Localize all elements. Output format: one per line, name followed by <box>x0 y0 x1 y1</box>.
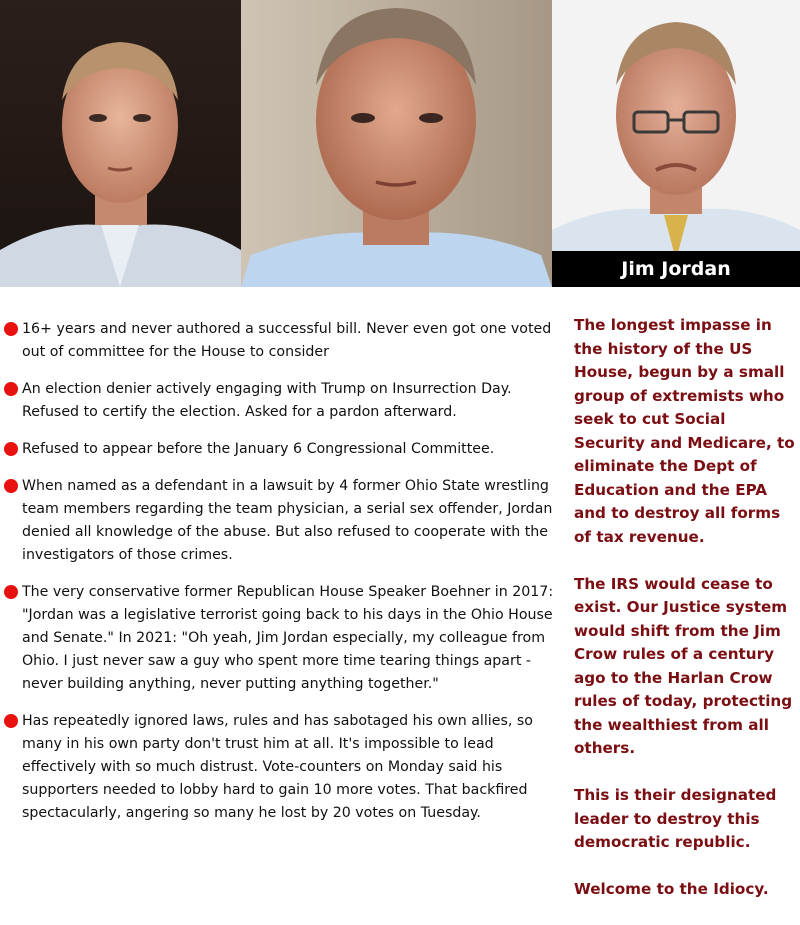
name-caption: Jim Jordan <box>552 251 800 287</box>
red-dot-icon <box>4 714 18 728</box>
photo-row <box>0 0 800 287</box>
list-item <box>4 438 564 461</box>
bullet-text: When named as a defendant in a lawsuit by 4 former Ohio State wrestling team members regarding the team physician, a serial sex offender, Jordan denied all knowledge of the abuse. But also refused to cooperate with the investigators of those crimes. <box>22 478 553 563</box>
bullet-text: Has repeatedly ignored laws, rules and has sabotaged his own allies, so many in his own party don't trust him at all. It's impossible to lead effectively with so much distrust. Vote-counters on Monday said his supporters needed to lobby hard to gain 10 more votes. That backfired spectacularly, angering so many he lost by 20 votes on Tuesday. <box>22 713 533 821</box>
portrait-center <box>241 0 552 287</box>
red-dot-icon <box>4 382 18 396</box>
portrait-right <box>552 0 800 287</box>
side-commentary <box>574 314 800 925</box>
portrait-left <box>0 0 241 287</box>
side-paragraph: This is their designated leader to destroy this democratic republic. <box>574 786 777 851</box>
red-dot-icon <box>4 442 18 456</box>
list-item <box>4 581 564 696</box>
red-dot-icon <box>4 585 18 599</box>
side-paragraph: The longest impasse in the history of the US House, begun by a small group of extremists who seek to cut Social Security and Medicare, to eliminate the Dept of Education and the EPA and to destroy all forms of tax revenue. <box>574 316 795 546</box>
red-dot-icon <box>4 479 18 493</box>
bullet-text: Refused to appear before the January 6 Congressional Committee. <box>22 441 495 457</box>
bullet-text: An election denier actively engaging with Trump on Insurrection Day. Refused to certify the election. Asked for a pardon afterward. <box>22 381 512 420</box>
bullet-text: 16+ years and never authored a successful bill. Never even got one voted out of committee for the House to consider <box>22 321 552 360</box>
list-item <box>4 475 564 567</box>
list-item <box>4 318 564 364</box>
side-paragraph: Welcome to the Idiocy. <box>574 880 769 898</box>
bullet-list <box>4 318 564 839</box>
red-dot-icon <box>4 322 18 336</box>
bullet-text: The very conservative former Republican House Speaker Boehner in 2017: "Jordan was a legislative terrorist going back to his days in the Ohio House and Senate." In 2021: "Oh yeah, Jim Jordan especially, my colleague from Ohio. I just never saw a guy who spent more time tearing things apart - never building anything, never putting anything together." <box>22 584 554 692</box>
list-item <box>4 710 564 825</box>
list-item <box>4 378 564 424</box>
side-paragraph: The IRS would cease to exist. Our Justice system would shift from the Jim Crow rules of a century ago to the Harlan Crow rules of today, protecting the wealthiest from all others. <box>574 574 793 757</box>
